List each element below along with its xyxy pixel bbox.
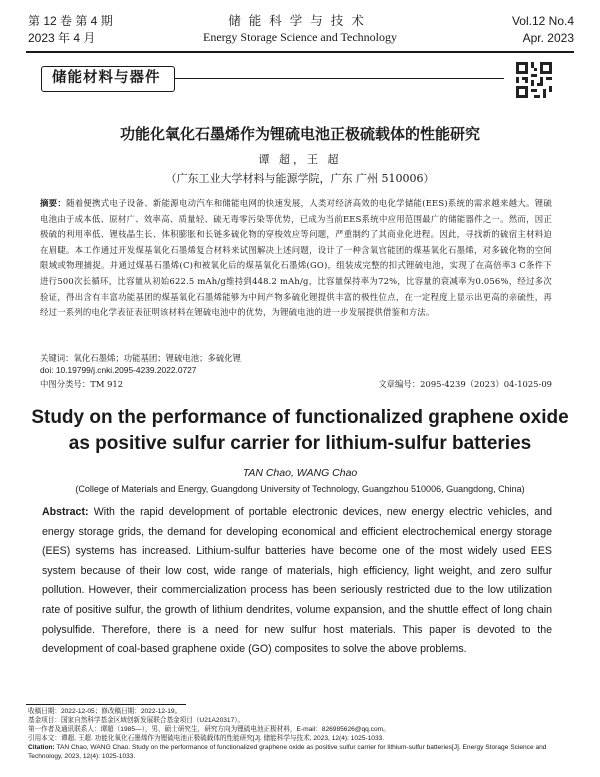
footnote-first-author: 第一作者及通讯联系人：谭超（1985—），男，硕士研究生，研究方向为锂硫电池正极材料，E-mail：826985626@qq.com。 — [28, 726, 390, 733]
doi: doi: 10.19799/j.cnki.2095-4239.2022.0727 — [40, 365, 197, 375]
footnote-received: 收稿日期：2022-12-05；修改稿日期：2022-12-19。 — [28, 708, 182, 715]
journal-volume-issue — [28, 13, 113, 47]
abstract-en-label: Abstract: — [42, 506, 89, 518]
citation-en-text: TAN Chao, WANG Chao. Study on the performance of functionalized graphene oxide as positive sulfur carrier for lithium-sulfur batteries[J]. Energy Storage Science and Technology, 2023, 12(4): 1025-1033. — [28, 744, 547, 760]
authors-cn: 谭 超，王 超 — [258, 153, 342, 166]
abstract-en-text: With the rapid development of portable electronic devices, new energy electric vehicles, and energy storage grids, the demand for developing economical and efficient electrochemical energy storage (EES) systems has increased. Lithium-sulfur batteries have become one of the most widely used EES system because of their low cost, wide range of materials, high efficiency, light weight, and zero sulfur pollution. However, their commercialization process has been seriously restricted due to the low utilization rate of positive sulfur, the growth of lithium dendrites, volume expansion, and the shuttle effect of long chain polysulfide. Therefore, there is a need for new sulfur host materials. This paper is devoted to the development of coal-based graphene oxide (GO) composites to solve the above problems. — [42, 506, 552, 656]
classification-number: 中图分类号：TM 912 — [40, 379, 124, 389]
volume-line: 第 12 卷 第 4 期 — [28, 14, 113, 28]
section-label: 储能材料与器件 — [52, 70, 161, 86]
header-rule — [26, 51, 574, 53]
paper-title-cn: 功能化氧化石墨烯作为锂硫电池正极硫载体的性能研究 — [119, 125, 480, 143]
affiliation-en: (College of Materials and Energy, Guangdong University of Technology, Guangzhou 510006, Guangdong, China) — [75, 484, 525, 494]
journal-name-cn: 储能科学与技术 — [228, 13, 372, 28]
journal-name-en: Energy Storage Science and Technology — [203, 30, 397, 44]
section-divider — [174, 78, 504, 79]
authors-en: TAN Chao, WANG Chao — [242, 467, 358, 479]
paper-title-en: Study on the performance of functionalized graphene oxide as positive sulfur carrier for lithium-sulfur batteries — [31, 407, 569, 454]
journal-name — [140, 12, 460, 46]
article-number: 文章编号：2095-4239（2023）04-1025-09 — [378, 379, 552, 389]
affiliation-cn: （广东工业大学材料与能源学院，广东 广州 510006） — [165, 172, 435, 185]
date-line-en: Apr. 2023 — [522, 31, 574, 45]
keywords-cn: 关键词：氧化石墨烯；功能基团；锂硫电池；多硫化锂 — [40, 353, 241, 363]
footnote-fund: 基金项目：国家自然科学基金区域创新发展联合基金项目（U21A20317）。 — [28, 717, 245, 724]
date-line: 2023 年 4 月 — [28, 31, 96, 45]
abstract-en — [42, 503, 552, 660]
footnote-rule — [26, 704, 186, 705]
abstract-cn — [40, 196, 552, 321]
abstract-cn-text: 随着便携式电子设备、新能源电动汽车和储能电网的快速发展，人类对经济高效的电化学储能(EES)系统的需求越来越大。锂硫电池由于成本低、原材广、效率高、质量轻、硫无毒零污染等优势，已成为当前EES系统中应用范围最广的储能器件之一。然而，因正极硫的利用率低、锂枝晶生长、体积膨胀和长链多硫化物的穿梭效应等问题，严重制约了其商业化进程。因此，寻找新的硫宿主材料迫在眉睫。本工作通过开发煤基氧化石墨烯复合材料来试图解决上述问题，设计了一种含氧官能团的煤基氧化石墨烯，对多硫化物的空间限域或物理捕捉。并通过煤基石墨烯(C)和被氧化后的煤基氧化石墨烯(GO)，组装成完整的扣式锂硫电池，实现了在高倍率3 C条件下进行500次长循环，比容量从初始622.5 mAh/g维持到448.2 mAh/g，比容量保持率为72%，比容量的衰减率为0.056%，经过多次验证，得出含有丰富功能基团的煤基氧化石墨烯能够为中间产物多硫化锂提供丰富的极性位点，在一定程度上显示出更高的亲硫性，再经过一系列的电化学表征表征明该材料在锂硫电池中的优势，为锂硫电池的进一步发展提供借鉴和方法。 — [40, 198, 552, 318]
footnote-citation-cn: 引用本文：谭超, 王超. 功能化氧化石墨烯作为锂硫电池正极硫载体的性能研究[J]. 储能科学与技术, 2023, 12(4): 1025-1033. — [28, 735, 385, 742]
abstract-cn-label: 摘要： — [40, 198, 67, 208]
volume-line-en: Vol.12 No.4 — [511, 14, 574, 28]
qr-code-icon — [516, 62, 552, 98]
footnote-citation-en — [28, 743, 574, 761]
journal-volume-issue-en — [512, 13, 574, 47]
citation-en-label: Citation: — [28, 744, 55, 751]
